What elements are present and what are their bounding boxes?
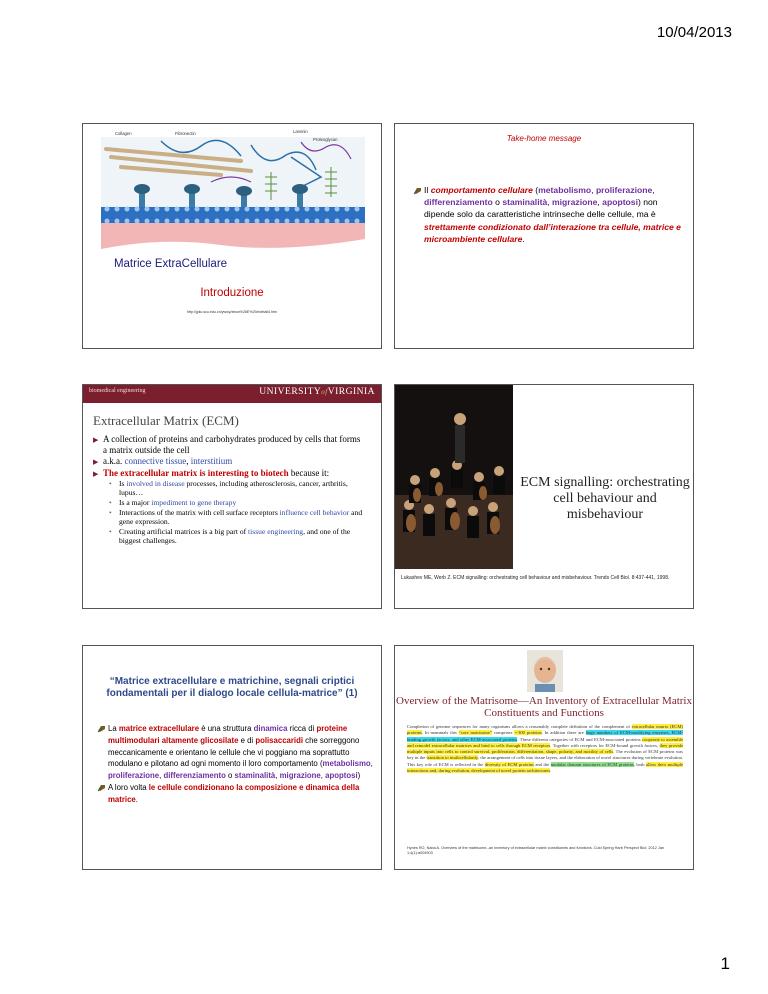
text-run: ,: [652, 185, 655, 195]
text-run: ,: [547, 197, 553, 208]
text-run: influence cell behavior: [279, 508, 350, 517]
text-run: and the: [533, 761, 551, 767]
slide1-title: Matrice ExtraCellulare: [113, 258, 228, 270]
text-run: tissue engineering: [248, 527, 304, 536]
text-run: Creating artificial matrices is a big part of: [119, 527, 249, 536]
slide4-citation: Lukashev ME, Werb Z. ECM signalling: orchestrating cell behaviour and misbehaviour. Trends Cell Biol. 8:437-441, 1998.: [401, 575, 670, 581]
text-run: matrice extracellulare: [118, 724, 200, 733]
logo-text: UNIVERSITY: [259, 387, 322, 397]
bullet-icon: [413, 186, 422, 195]
text-run: differenziamento: [163, 771, 226, 781]
sub-list-item: [93, 498, 365, 507]
text-run: ): [357, 771, 361, 781]
text-strettamente-condizionato: strettamente condizionato dall’interazione tra cellule, matrice e microambiente cellulare: [424, 221, 681, 244]
text-run: . Together with receptors for ECM-bound growth factors,: [550, 742, 660, 748]
slide-extracellular-matrix: [82, 384, 382, 609]
logo-text: VIRGINIA: [327, 387, 375, 397]
text-run: ,: [186, 456, 191, 466]
text-run: Il: [424, 185, 431, 195]
bullet-dot-icon: •: [109, 527, 112, 536]
slide2-paragraph: [413, 184, 681, 245]
text-run: modular domain structures of ECM proteins: [550, 761, 634, 767]
bullet-icon: [97, 724, 106, 733]
text-run: A collection of proteins and carbohydrates produced by cells that forms a matrix outside the cell: [103, 434, 361, 455]
text-run: proteine multimodulari altamente glicosilate: [108, 724, 348, 745]
text-run: cooperate to assemble and remodel extracellular matrices and bind to cells through ECM receptors: [407, 736, 683, 748]
text-interesting-to-biotech: The extracellular matrix is interesting to biotech: [103, 467, 289, 478]
text-run: .: [522, 233, 525, 244]
list-item: [93, 434, 365, 455]
text-run: impediment to gene therapy: [151, 498, 237, 507]
text-run: A loro volta: [108, 782, 149, 792]
slide-matrice-matrichine: [82, 645, 382, 870]
logo-text: of: [321, 388, 328, 396]
text-run: , and one of the biggest challenges.: [119, 527, 351, 545]
text-run: metabolismo: [322, 759, 371, 769]
triangle-bullet-icon: ▶: [93, 469, 99, 478]
text-run: apoptosi: [325, 771, 358, 781]
slide-matrice-extracellulare: [82, 123, 382, 349]
text-run: because it:: [288, 467, 330, 478]
text-run: ∼300 proteins: [514, 730, 542, 736]
triangle-bullet-icon: ▶: [93, 458, 99, 466]
slide3-body: [93, 434, 365, 546]
text-run: Is: [119, 479, 127, 488]
text-run: . In mammals this: [421, 730, 459, 736]
text-run: involved in disease: [126, 479, 185, 488]
text-apoptosi: apoptosi: [602, 197, 638, 208]
label-collagen: Collagen: [115, 131, 132, 136]
text-run: .: [135, 794, 138, 804]
list-item: [93, 456, 365, 467]
text-run: o: [225, 771, 235, 781]
text-run: ,: [370, 759, 373, 769]
text-run: processes, including atherosclerosis, cancer, arthritis, lupus…: [119, 479, 348, 497]
text-run: le cellule condizionano la composizione e dinamica della matrice: [108, 782, 360, 804]
text-run: La: [108, 724, 119, 733]
text-run: allow their multiple interactions and, during evolution, development of novel protein architectures: [407, 761, 683, 774]
text-run: .: [550, 768, 552, 774]
slide5-title: “Matrice extracellulare e matrichine, segnali criptici fondamentali per il dialogo locale cellula-matrice” (1): [106, 676, 358, 699]
text-run: polisaccaridi: [255, 735, 303, 745]
bullet-dot-icon: •: [109, 498, 112, 507]
slide1-subtitle: Introduzione: [200, 287, 264, 299]
text-run: dinamica: [253, 724, 288, 733]
slide4-title: ECM signalling: orchestrating cell behaviour and misbehaviour: [520, 475, 690, 522]
text-run: large numbers of ECM-modifying enzymes, ECM-binding growth factors, and other ECM-associated proteins: [407, 730, 683, 742]
text-staminalita: staminalità: [502, 197, 548, 208]
text-run: extracellular matrix (ECM) proteins: [407, 724, 683, 736]
text-run: transition to multicellularity: [426, 755, 478, 761]
text-run: “core matrisome”: [458, 730, 492, 736]
text-run: they provide multiple inputs into cells to control survival, proliferation, differentiation, shape, polarity, and motility of cells: [407, 742, 683, 755]
text-run: staminalità: [234, 771, 276, 781]
ecm-illustration: [101, 127, 365, 257]
header-date: 10/04/2013: [656, 24, 732, 41]
sub-list-item: [93, 508, 365, 526]
text-run: o: [492, 197, 503, 208]
text-run: a.k.a.: [103, 456, 125, 466]
slide3-title: Extracellular Matrix (ECM): [93, 413, 239, 428]
label-fibronectin: Fibronectin: [175, 131, 196, 136]
text-migrazione: migrazione: [552, 197, 598, 208]
text-proliferazione: proliferazione: [595, 185, 653, 195]
slide2-body: [413, 184, 681, 245]
text-run: e di: [238, 735, 256, 745]
text-differenziamento: differenziamento: [424, 197, 493, 208]
list-item: [97, 782, 373, 806]
text-run: . In addition there are: [541, 730, 586, 736]
text-connective-tissue: connective tissue: [124, 456, 187, 466]
text-run: che sorreggono meccanicamente e orientano le cellule che vi poggiano ma soprattutto modulano e pilotano ad ogni momento il loro comportamento (: [108, 735, 360, 769]
text-run: migrazione: [279, 771, 321, 781]
bullet-dot-icon: •: [109, 508, 112, 517]
text-run: diversity of ECM proteins: [484, 761, 534, 767]
text-run: Interactions of the matrix with cell surface receptors: [119, 508, 280, 517]
slide-take-home-message: [394, 123, 694, 349]
orchestra-photo: [395, 385, 513, 569]
text-run: ,: [591, 185, 596, 195]
text-run: proliferazione: [108, 771, 160, 781]
text-comportamento-cellulare: comportamento cellulare: [430, 185, 533, 195]
university-logo: [259, 387, 375, 397]
text-interstitium: interstitium: [190, 456, 233, 466]
slide2-title: Take-home message: [506, 134, 582, 143]
text-run: , the arrangement of cells into tissue layers, and the elaboration of novel structures during vertebrate evolution. This key role of ECM is reflected in the: [407, 755, 684, 767]
text-run: ,: [159, 771, 164, 781]
slide5-body: [97, 723, 373, 806]
text-run: ,: [597, 197, 603, 208]
slide-matrisome-overview: [394, 645, 694, 870]
text-run: comprises: [491, 730, 515, 736]
bullet-icon: [97, 783, 106, 792]
text-run: ricca di: [287, 724, 317, 733]
slide6-abstract: [407, 724, 683, 774]
text-run: . These different categories of ECM and ECM-associated proteins: [517, 736, 642, 742]
text-run: ,: [320, 771, 326, 781]
text-run: ,: [275, 771, 280, 781]
department-label: biomedical engineering: [89, 388, 146, 394]
page-number: 1: [720, 954, 730, 973]
text-run: ) non dipende solo da caratteristiche intrinseche delle cellule, ma è: [424, 197, 658, 220]
slide1-source-url: http://jpkc.scu.edu.cn/ywwy/zbsw%28E%29/edetail4.htm: [186, 310, 278, 314]
text-run: Is a major: [119, 498, 152, 507]
list-item: [97, 723, 373, 782]
university-header-band: [83, 385, 381, 403]
label-proteoglycan: Proteoglycan: [313, 137, 338, 142]
sub-list-item: [93, 479, 365, 497]
slide6-citation: Hynes RO, Naba A. Overview of the matrisome--an inventory of extracellular matrix constituents and functions. Cold Spring Harb Perspect Biol. 2012 Jan 1;4(1):a004903: [407, 846, 665, 855]
text-run: è una struttura: [199, 724, 254, 733]
slide-ecm-signalling: [394, 384, 694, 609]
bullet-dot-icon: •: [109, 479, 112, 488]
sub-list-item: [93, 527, 365, 545]
text-run: (: [532, 185, 539, 195]
text-run: , both: [633, 761, 647, 767]
text-run: and gene expression.: [119, 508, 363, 526]
author-portrait: [527, 650, 563, 692]
triangle-bullet-icon: ▶: [93, 436, 99, 444]
label-laminin: Laminin: [293, 129, 308, 134]
text-run: Completion of genome sequences for many organisms allows a reasonably complete definition of the complement of: [407, 724, 632, 729]
text-run: . The evolution of ECM proteins was key in the: [407, 749, 683, 761]
text-metabolismo: metabolismo: [538, 185, 592, 195]
list-item: [93, 468, 365, 479]
slide6-title: Overview of the Matrisome—An Inventory of Extracellular Matrix Constituents and Functions: [396, 695, 692, 719]
